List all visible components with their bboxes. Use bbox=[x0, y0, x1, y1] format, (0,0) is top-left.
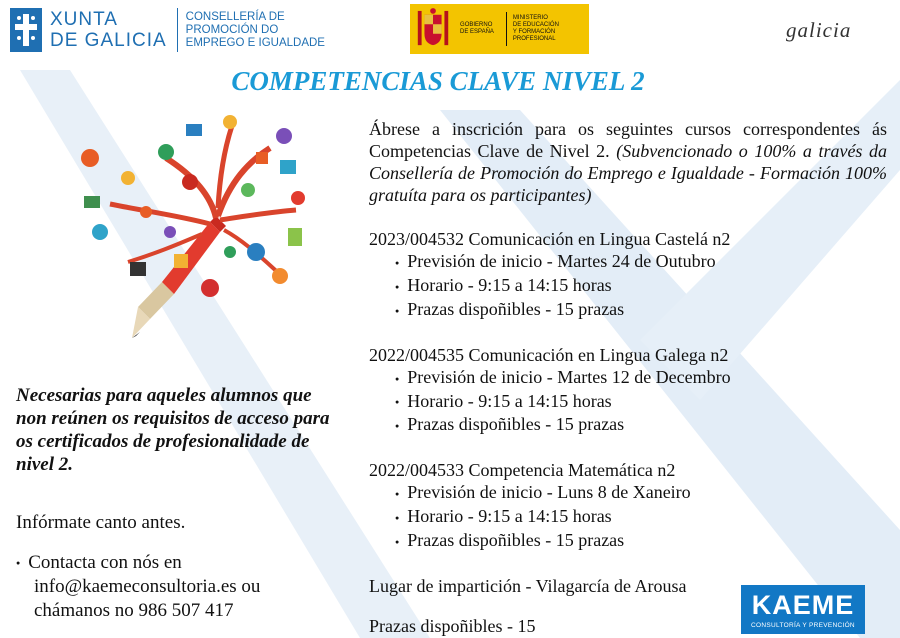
gobierno-line1: GOBIERNO bbox=[460, 22, 493, 28]
ministerio-line1: MINISTERIO bbox=[512, 15, 548, 21]
course-detail: ● Prazas dispoñibles - 15 prazas bbox=[395, 413, 887, 437]
info-text: Infórmate canto antes. bbox=[16, 512, 186, 533]
course-detail: ● Horario - 9:15 a 14:15 horas bbox=[395, 390, 887, 414]
course-detail: ● Previsión de inicio - Martes 12 de Decembro bbox=[395, 366, 887, 390]
bullet-icon: ● bbox=[395, 490, 400, 499]
contact-email[interactable]: info@kaemeconsultoria.es ou bbox=[34, 576, 261, 598]
course-detail: ● Prazas dispoñibles - 15 prazas bbox=[395, 298, 887, 322]
kaeme-name: KAEME bbox=[751, 590, 855, 620]
course-detail: ● Prazas dispoñibles - 15 prazas bbox=[395, 529, 887, 553]
conselleria-line2: PROMOCIÓN DO bbox=[185, 23, 279, 36]
conselleria-name bbox=[186, 11, 325, 50]
kaeme-subtitle: CONSULTORÍA Y PREVENCIÓN bbox=[751, 622, 855, 629]
contact-block bbox=[16, 551, 260, 622]
course-list bbox=[369, 118, 887, 637]
conselleria-line3: EMPREGO E IGUALDADE bbox=[185, 36, 325, 49]
gobierno-text bbox=[460, 22, 500, 36]
bullet-icon: ● bbox=[16, 558, 21, 567]
xunta-name bbox=[50, 9, 167, 51]
bullet-icon: ● bbox=[395, 374, 400, 383]
gobierno-divider bbox=[506, 12, 507, 46]
contact-line1: Contacta con nós en bbox=[28, 552, 182, 573]
logo-divider bbox=[177, 8, 178, 52]
bullet-icon: ● bbox=[395, 514, 400, 522]
galicia-logo: galicia bbox=[786, 18, 852, 42]
spain-shield-icon bbox=[414, 6, 452, 52]
places-available-text: Prazas dispoñibles - 15 bbox=[369, 615, 536, 636]
course-title: 2022/004533 Competencia Matemática n2 bbox=[369, 460, 676, 481]
bullet-icon: ● bbox=[395, 282, 400, 291]
bullet-icon: ● bbox=[395, 398, 400, 407]
course-item bbox=[369, 228, 887, 322]
ministerio-line3: Y FORMACIÓN PROFESIONAL bbox=[512, 29, 556, 42]
course-title: 2022/004535 Comunicación en Lingua Galega n2 bbox=[369, 344, 729, 365]
course-detail: ● Horario - 9:15 a 14:15 horas bbox=[395, 274, 887, 298]
ministerio-line2: DE EDUCACIÓN bbox=[512, 22, 559, 28]
xunta-name-line2: DE GALICIA bbox=[50, 30, 167, 51]
conselleria-line1: CONSELLERÍA DE bbox=[185, 10, 285, 23]
location-text: Lugar de impartición - Vilagarcía de Arousa bbox=[369, 575, 687, 596]
intro-paragraph bbox=[369, 118, 887, 206]
course-title: 2023/004532 Comunicación en Lingua Castelá n2 bbox=[369, 229, 731, 249]
intro-note: (Subvencionado o 100% a través da Consellería de Promoción do Emprego e Igualdade - Formación 100% gratuíta para os participantes) bbox=[369, 141, 888, 205]
requirement-text: Necesarias para aqueles alumnos que non reúnen os requisitos de acceso para os certificados de profesionalidade de nivel 2. bbox=[16, 385, 330, 475]
course-item bbox=[369, 344, 887, 438]
course-item bbox=[369, 459, 887, 553]
gobierno-line2: DE ESPAÑA bbox=[460, 29, 494, 35]
course-detail: ● Previsión de inicio - Luns 8 de Xaneiro bbox=[395, 481, 887, 505]
bullet-icon: ● bbox=[395, 537, 400, 546]
pencil-tree-illustration bbox=[70, 112, 310, 362]
bullet-icon: ● bbox=[395, 422, 400, 431]
course-detail: ● Previsión de inicio - Martes 24 de Outubro bbox=[395, 250, 887, 274]
kaeme-logo bbox=[741, 585, 865, 634]
course-detail: ● Horario - 9:15 a 14:15 horas bbox=[395, 505, 887, 529]
xunta-name-line1: XUNTA bbox=[50, 9, 118, 30]
gobierno-logo bbox=[410, 4, 589, 54]
intro-text: Ábrese a inscrición para os seguintes cursos correspondentes ás Competencias Clave de Nivel 2. bbox=[369, 119, 887, 161]
ministerio-text bbox=[513, 15, 589, 43]
xunta-logo bbox=[10, 8, 325, 52]
bullet-icon: ● bbox=[395, 258, 400, 267]
contact-phone[interactable]: chámanos no 986 507 417 bbox=[34, 599, 234, 621]
page-title: COMPETENCIAS CLAVE NIVEL 2 bbox=[231, 66, 645, 96]
xunta-cross-icon bbox=[10, 8, 42, 52]
header bbox=[0, 0, 900, 60]
bullet-icon: ● bbox=[395, 306, 400, 315]
